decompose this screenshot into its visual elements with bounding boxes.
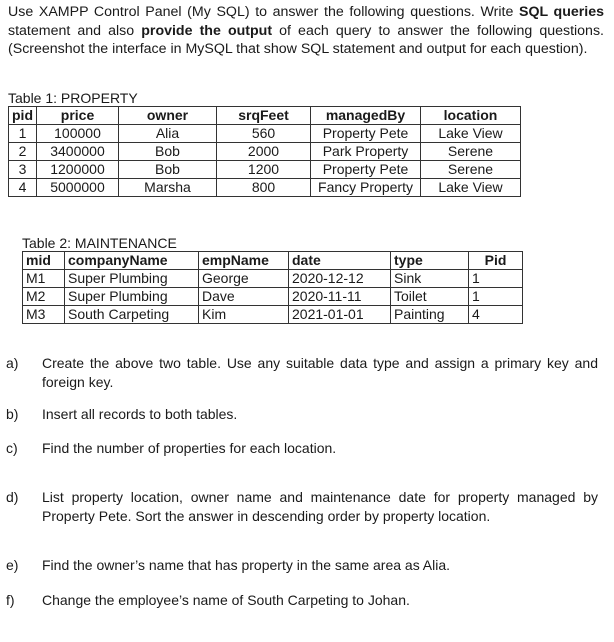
table-cell: Painting (391, 306, 469, 324)
table-cell: 5000000 (37, 179, 119, 197)
table-row (9, 161, 521, 179)
table-cell: 1 (469, 270, 523, 288)
table-cell: 2 (9, 143, 37, 161)
header-cell: location (421, 107, 521, 125)
table-row (23, 306, 523, 324)
header-cell: Pid (469, 252, 523, 270)
question-label: d) (6, 489, 19, 505)
instructions-text-1: Use XAMPP Control Panel (My SQL) to answer the following questions. Write (8, 4, 519, 20)
table-cell: Serene (421, 161, 521, 179)
instructions-bold-provide-output: provide the output (141, 22, 273, 39)
question-text: Create the above two table. Use any suitable data type and assign a primary key and foreign key. (42, 355, 598, 390)
header-cell: managedBy (311, 107, 421, 125)
table-cell: 1200000 (37, 161, 119, 179)
table-row (9, 179, 521, 197)
table-cell: Kim (199, 306, 289, 324)
header-cell: srqFeet (217, 107, 311, 125)
table-cell: Sink (391, 270, 469, 288)
header-cell: empName (199, 252, 289, 270)
table-cell: 560 (217, 125, 311, 143)
table-cell: 4 (469, 306, 523, 324)
question-label: a) (6, 355, 19, 371)
table-cell: 800 (217, 179, 311, 197)
table-cell: 2020-11-11 (289, 288, 391, 306)
table-row (23, 288, 523, 306)
table-cell: South Carpeting (65, 306, 199, 324)
table-cell: 100000 (37, 125, 119, 143)
instructions-text-2: statement and also (8, 22, 142, 39)
instructions-text-3: of each query to answer the following questions. (Screenshot the interface in MySQL that show SQL statement and output for each question). (8, 22, 604, 58)
question-a (6, 354, 598, 391)
header-cell: price (37, 107, 119, 125)
table-cell: M1 (23, 270, 65, 288)
table-row (23, 270, 523, 288)
table-cell: Lake View (421, 125, 521, 143)
question-text: Find the number of properties for each location. (42, 440, 337, 456)
question-c (6, 439, 598, 458)
header-cell: companyName (65, 252, 199, 270)
table1-caption: Table 1: PROPERTY (8, 90, 138, 106)
table-cell: Super Plumbing (65, 270, 199, 288)
question-label: f) (6, 592, 15, 608)
property-table (8, 106, 521, 197)
instructions-paragraph (8, 3, 604, 59)
table-cell: Super Plumbing (65, 288, 199, 306)
property-table-header-row (9, 107, 521, 125)
question-b (6, 405, 598, 424)
table-cell: 4 (9, 179, 37, 197)
header-cell: type (391, 252, 469, 270)
table-cell: Bob (119, 161, 217, 179)
table-row (9, 125, 521, 143)
question-label: c) (6, 440, 18, 456)
table-cell: Marsha (119, 179, 217, 197)
header-cell: date (289, 252, 391, 270)
table-cell: Bob (119, 143, 217, 161)
question-text: List property location, owner name and maintenance date for property managed by Property Pete. Sort the answer in descending order by property location. (42, 489, 598, 524)
header-cell: owner (119, 107, 217, 125)
question-f (6, 591, 598, 610)
table-cell: Alia (119, 125, 217, 143)
table-cell: Toilet (391, 288, 469, 306)
table-cell: Lake View (421, 179, 521, 197)
table-cell: 3400000 (37, 143, 119, 161)
table-cell: Property Pete (311, 161, 421, 179)
question-text: Change the employee’s name of South Carpeting to Johan. (42, 592, 410, 608)
table2-caption: Table 2: MAINTENANCE (22, 235, 177, 251)
table-cell: Park Property (311, 143, 421, 161)
table-cell: M2 (23, 288, 65, 306)
question-e (6, 556, 598, 575)
table-cell: Property Pete (311, 125, 421, 143)
table-cell: Dave (199, 288, 289, 306)
maintenance-table-header-row (23, 252, 523, 270)
question-d (6, 488, 598, 525)
table-cell: 2020-12-12 (289, 270, 391, 288)
table-cell: 1200 (217, 161, 311, 179)
question-label: e) (6, 557, 19, 573)
table-cell: M3 (23, 306, 65, 324)
maintenance-table (22, 251, 523, 324)
table-cell: 2000 (217, 143, 311, 161)
header-cell: pid (9, 107, 37, 125)
question-text: Insert all records to both tables. (42, 406, 238, 422)
table-cell: 3 (9, 161, 37, 179)
table-cell: 2021-01-01 (289, 306, 391, 324)
question-label: b) (6, 406, 19, 422)
table-cell: George (199, 270, 289, 288)
table-cell: Fancy Property (311, 179, 421, 197)
instructions-bold-sql-queries: SQL queries (518, 4, 604, 20)
table-row (9, 143, 521, 161)
header-cell: mid (23, 252, 65, 270)
table-cell: Serene (421, 143, 521, 161)
table-cell: 1 (9, 125, 37, 143)
table-cell: 1 (469, 288, 523, 306)
question-text: Find the owner’s name that has property in the same area as Alia. (42, 557, 451, 573)
